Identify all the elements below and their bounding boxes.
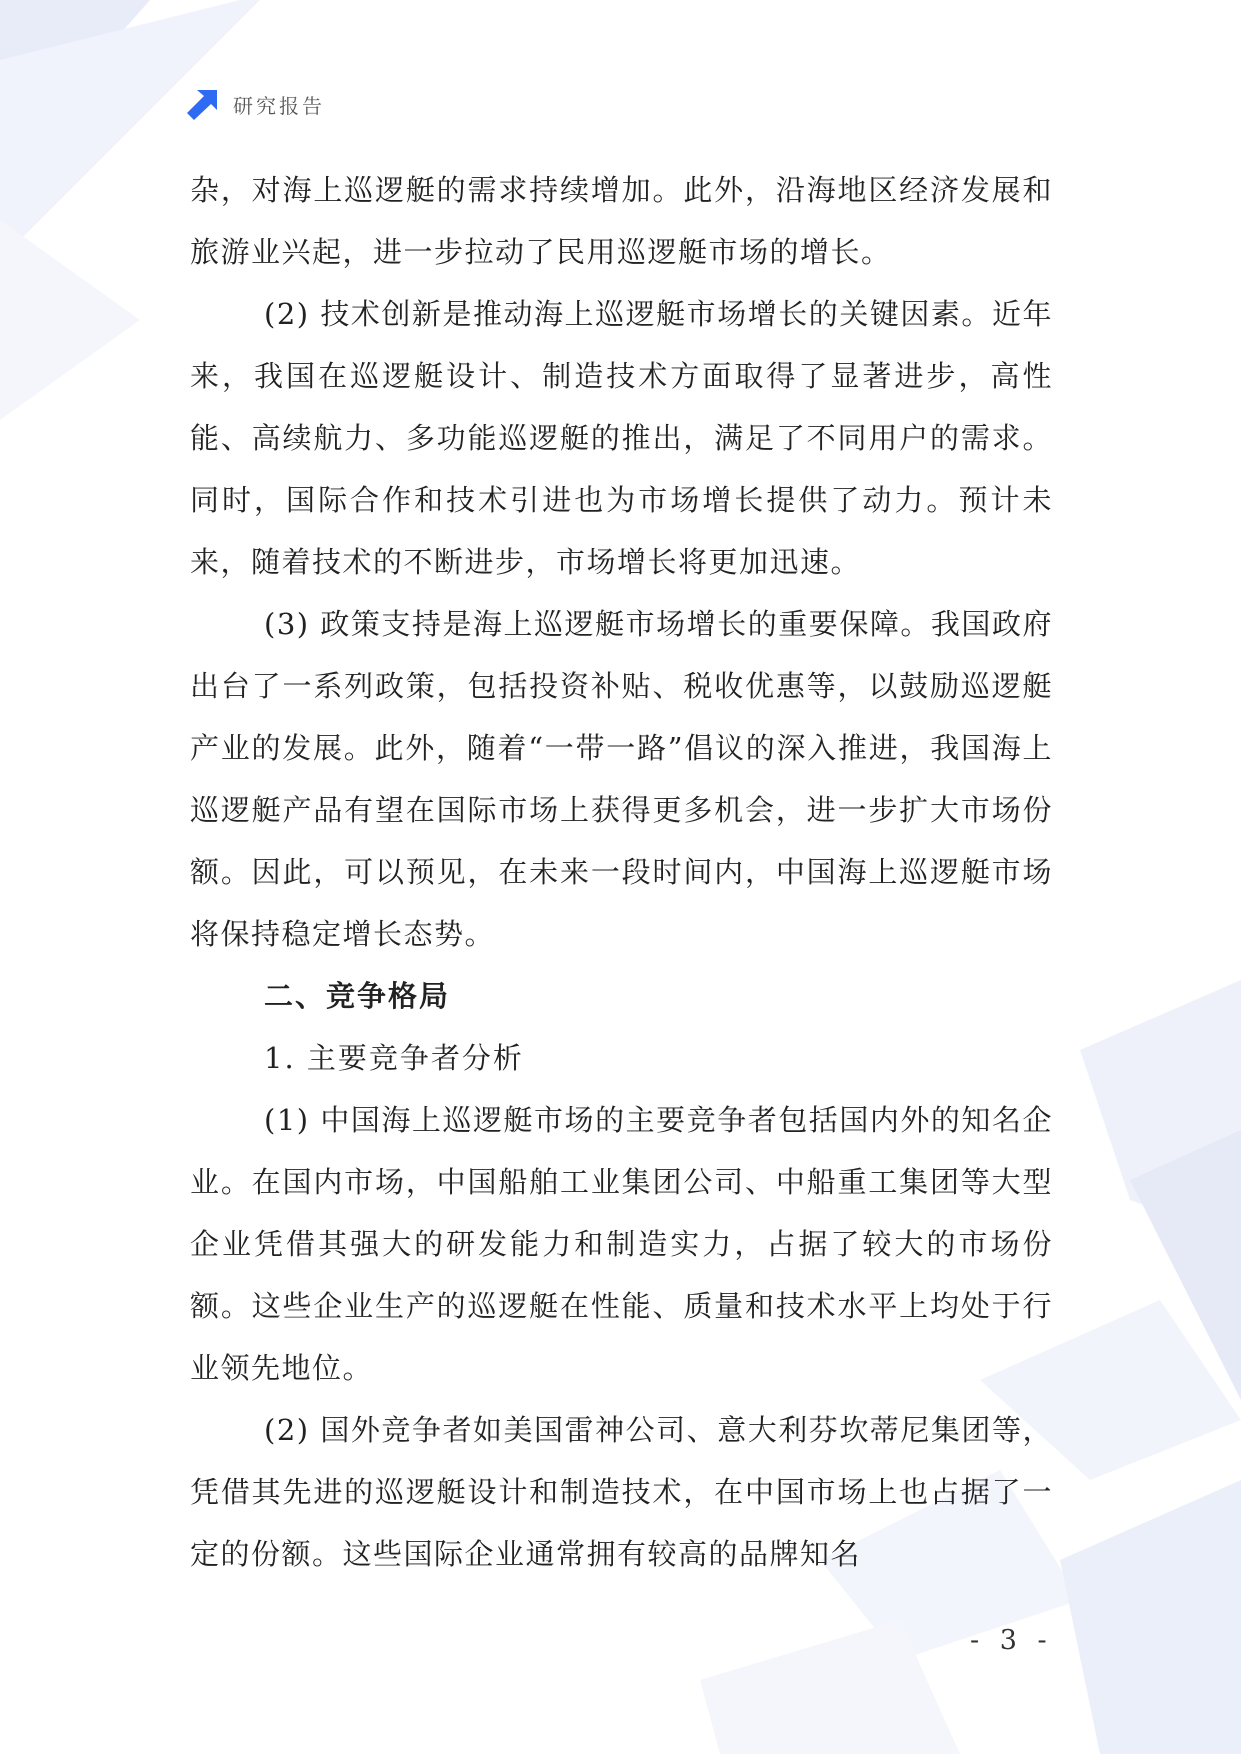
paragraph: (1) 中国海上巡逻艇市场的主要竞争者包括国内外的知名企业。在国内市场，中国船舶工业集团公司、中船重工集团等大型企业凭借其强大的研发能力和制造实力，占据了较大的市场份额。这些企业生产的巡逻艇在性能、质量和技术水平上均处于行业领先地位。	[190, 1103, 1053, 1385]
paragraph: 杂，对海上巡逻艇的需求持续增加。此外，沿海地区经济发展和旅游业兴起，进一步拉动了民用巡逻艇市场的增长。	[190, 173, 1053, 269]
page-header	[187, 88, 325, 120]
document-body	[190, 159, 1053, 1585]
paragraph: (2) 国外竞争者如美国雷神公司、意大利芬坎蒂尼集团等，凭借其先进的巡逻艇设计和制造技术，在中国市场上也占据了一定的份额。这些国际企业通常拥有较高的品牌知名	[190, 1413, 1053, 1571]
subsection-heading: 1. 主要竞争者分析	[264, 1041, 524, 1075]
section-heading: 二、竞争格局	[264, 979, 451, 1013]
page-number: - 3 -	[970, 1625, 1053, 1656]
paragraph: (2) 技术创新是推动海上巡逻艇市场增长的关键因素。近年来，我国在巡逻艇设计、制造技术方面取得了显著进步，高性能、高续航力、多功能巡逻艇的推出，满足了不同用户的需求。同时，国际合作和技术引进也为市场增长提供了动力。预计未来，随着技术的不断进步，市场增长将更加迅速。	[190, 297, 1053, 579]
arrow-up-right-icon	[187, 88, 219, 120]
paragraph: (3) 政策支持是海上巡逻艇市场增长的重要保障。我国政府出台了一系列政策，包括投资补贴、税收优惠等，以鼓励巡逻艇产业的发展。此外，随着“一带一路”倡议的深入推进，我国海上巡逻艇产品有望在国际市场上获得更多机会，进一步扩大市场份额。因此，可以预见，在未来一段时间内，中国海上巡逻艇市场将保持稳定增长态势。	[190, 607, 1053, 951]
header-title: 研究报告	[233, 93, 325, 118]
